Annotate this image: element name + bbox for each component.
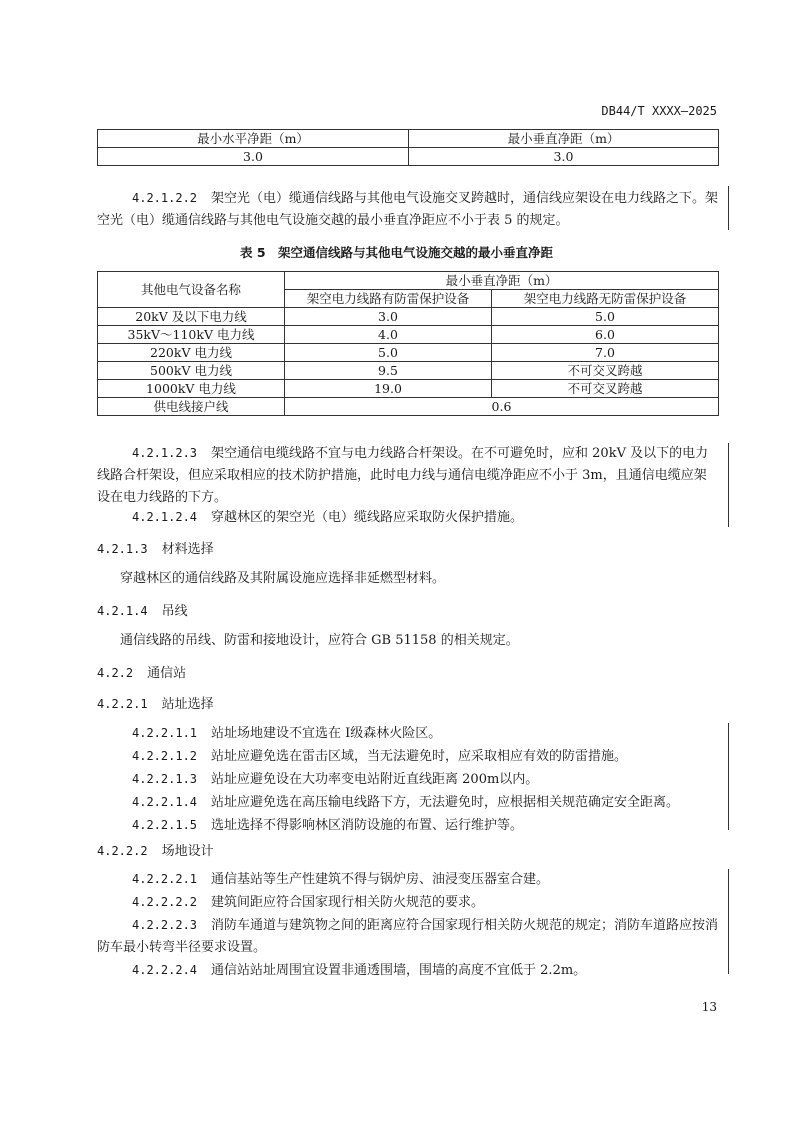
table-row (98, 308, 719, 326)
paragraph-4-2-1-2-3 (97, 442, 719, 509)
clause-number: 4.2.2.1.4 (132, 795, 198, 809)
clause-number: 4.2.2.2.3 (132, 918, 198, 932)
table-cell: 35kV～110kV 电力线 (98, 326, 285, 344)
table-cell: 500kV 电力线 (98, 362, 285, 380)
clause-number: 4.2.1.2.4 (132, 510, 198, 524)
table-cell: 19.0 (285, 380, 492, 398)
list-4-2-2-2 (97, 868, 719, 982)
clause-text: 选址选择不得影响林区消防设施的布置、运行维护等。 (211, 818, 524, 833)
list-item (132, 791, 727, 814)
clause-number: 4.2.1.2.2 (132, 191, 198, 205)
table-cell: 5.0 (492, 308, 719, 326)
table-5-caption: 表 5 架空通信线路与其他电气设施交越的最小垂直净距 (239, 245, 554, 260)
clause-text: 架空通信电缆线路不宜与电力线路合杆架设。在不可避免时，应和 20kV 及以下的电力线路合杆架设，但应采取相应的技术防护措施，此时电力线与通信电缆净距应不小于 3m，且通信电缆应架设在电力线路的下方。 (97, 446, 709, 505)
list-item (132, 814, 727, 837)
section-heading-4-2-1-3 (97, 538, 214, 557)
table-cell: 9.5 (285, 362, 492, 380)
section-heading-4-2-2-1 (97, 693, 214, 712)
paragraph-4-2-1-2-4 (132, 506, 732, 529)
table-5 (97, 271, 719, 416)
table-row (98, 380, 719, 398)
table-row (98, 398, 719, 416)
section-title: 站址选择 (161, 697, 214, 712)
table-cell: 3.0 (409, 148, 719, 166)
table-header-min-vertical-clearance: 最小垂直净距（m） (285, 272, 719, 290)
clause-text: 站址场地建设不宜选在 I级森林火险区。 (211, 726, 442, 741)
clause-number: 4.2.2.1.3 (132, 772, 198, 786)
section-number: 4.2.2.1 (97, 697, 148, 711)
clause-text: 通信站站址周围宜设置非通透围墙，围墙的高度不宜低于 2.2m。 (211, 963, 587, 978)
change-bar (728, 869, 729, 974)
section-number: 4.2.2 (97, 666, 134, 680)
table-cell: 0.6 (285, 398, 719, 416)
clause-text: 站址应避免设在大功率变电站附近直线距离 200m以内。 (211, 772, 539, 787)
paragraph-4-2-1-4: 通信线路的吊线、防雷和接地设计，应符合 GB 51158 的相关规定。 (120, 633, 519, 648)
table-cell: 3.0 (285, 308, 492, 326)
table-row (98, 362, 719, 380)
clause-number: 4.2.2.1.2 (132, 749, 198, 763)
table-cell: 20kV 及以下电力线 (98, 308, 285, 326)
clause-number: 4.2.2.2.2 (132, 895, 198, 909)
list-item (132, 722, 727, 745)
section-heading-4-2-2 (97, 662, 186, 681)
list-item (97, 868, 719, 891)
section-number: 4.2.1.3 (97, 542, 148, 556)
table-subheader-with-lightning-protection: 架空电力线路有防雷保护设备 (285, 290, 492, 308)
clause-text: 穿越林区的架空光（电）缆线路应采取防火保护措施。 (211, 510, 524, 525)
section-heading-4-2-2-2 (97, 840, 214, 859)
table-cell: 6.0 (492, 326, 719, 344)
section-title: 通信站 (147, 666, 187, 681)
table-header-vertical: 最小垂直净距（m） (409, 130, 719, 148)
clause-number: 4.2.2.2.1 (132, 872, 198, 886)
section-title: 吊线 (161, 604, 188, 619)
table-cell: 不可交叉跨越 (492, 380, 719, 398)
list-item (132, 768, 727, 791)
change-bar (728, 186, 729, 230)
table-cell: 不可交叉跨越 (492, 362, 719, 380)
table-cell: 5.0 (285, 344, 492, 362)
list-item (132, 745, 727, 768)
table-subheader-without-lightning-protection: 架空电力线路无防雷保护设备 (492, 290, 719, 308)
table-cell: 3.0 (98, 148, 409, 166)
clause-number: 4.2.1.2.3 (132, 446, 198, 460)
clause-number: 4.2.2.1.5 (132, 818, 198, 832)
clause-text: 架空光（电）缆通信线路与其他电气设施交叉跨越时，通信线应架设在电力线路之下。架空光（电）缆通信线路与其他电气设施交越的最小垂直净距应不小于表 5 的规定。 (97, 191, 719, 228)
paragraph-4-2-1-3: 穿越林区的通信线路及其附属设施应选择非延燃型材料。 (120, 571, 446, 586)
list-item (97, 959, 719, 982)
section-number: 4.2.1.4 (97, 604, 148, 618)
clearance-summary-table (97, 129, 719, 166)
table-cell: 供电线接户线 (98, 398, 285, 416)
clause-number: 4.2.2.2.4 (132, 963, 198, 977)
section-title: 场地设计 (161, 844, 214, 859)
paragraph-4-2-1-2-2 (97, 187, 719, 232)
table-cell: 220kV 电力线 (98, 344, 285, 362)
list-item (97, 914, 719, 959)
clause-text: 建筑间距应符合国家现行相关防火规范的要求。 (211, 895, 485, 910)
clause-text: 站址应避免选在雷击区域，当无法避免时，应采取相应有效的防雷措施。 (211, 749, 628, 764)
list-4-2-2-1 (132, 722, 727, 837)
list-item (97, 891, 719, 914)
section-heading-4-2-1-4 (97, 600, 188, 619)
page-number: 13 (701, 1000, 717, 1014)
table-cell: 4.0 (285, 326, 492, 344)
section-title: 材料选择 (161, 542, 214, 557)
table-header-horizontal: 最小水平净距（m） (98, 130, 409, 148)
clause-text: 通信基站等生产性建筑不得与锅炉房、油浸变压器室合建。 (211, 872, 550, 887)
table-cell: 1000kV 电力线 (98, 380, 285, 398)
clause-text: 消防车通道与建筑物之间的距离应符合国家现行相关防火规范的规定；消防车道路应按消防车最小转弯半径要求设置。 (97, 918, 719, 955)
document-id: DB44/T XXXX—2025 (601, 104, 717, 118)
section-number: 4.2.2.2 (97, 844, 148, 858)
table-cell: 7.0 (492, 344, 719, 362)
table-row (98, 326, 719, 344)
clause-text: 站址应避免选在高压输电线路下方，无法避免时，应根据相关规范确定安全距离。 (211, 795, 680, 810)
change-bar (728, 723, 729, 830)
table-row (98, 344, 719, 362)
table-header-equipment-name: 其他电气设备名称 (98, 272, 285, 308)
clause-number: 4.2.2.1.1 (132, 726, 198, 740)
